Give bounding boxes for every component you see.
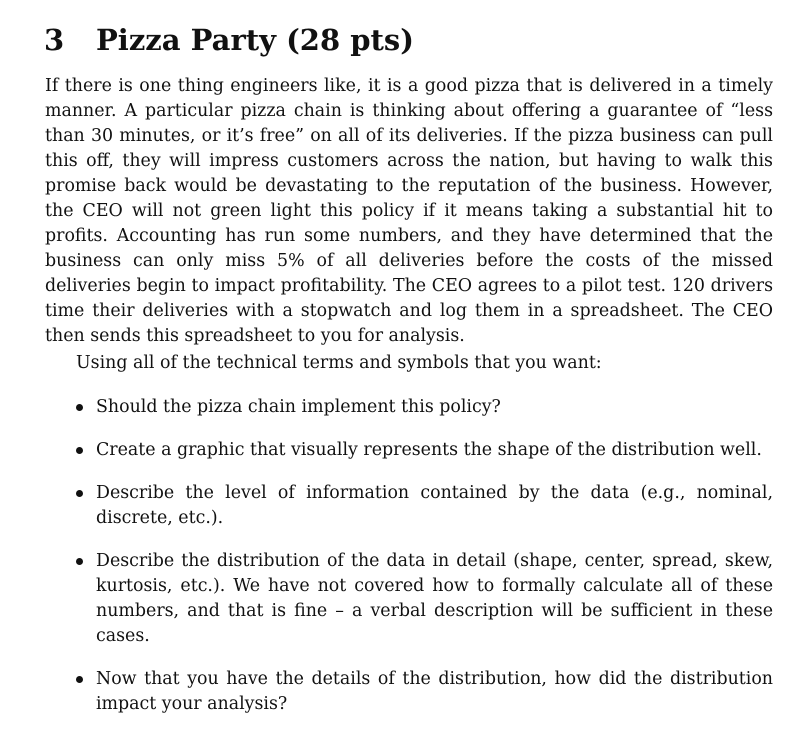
instructions-lead: Using all of the technical terms and symbols that you want: — [76, 353, 602, 373]
question-text: Create a graphic that visually represents the shape of the distribution well. — [96, 440, 762, 460]
list-item — [72, 549, 773, 649]
bullet-icon — [76, 447, 83, 454]
question-text: Describe the level of information contained by the data (e.g., nominal, discrete, etc.). — [96, 483, 773, 528]
list-item — [72, 481, 773, 531]
question-list — [72, 395, 773, 717]
list-item — [72, 395, 773, 420]
section-title: Pizza Party (28 pts) — [96, 23, 414, 57]
bullet-icon — [76, 676, 83, 683]
question-text: Should the pizza chain implement this policy? — [96, 397, 501, 417]
list-item — [72, 438, 773, 463]
bullet-icon — [76, 404, 83, 411]
question-text: Describe the distribution of the data in detail (shape, center, spread, skew, kurtosis, etc.). We have not covered how to formally calculate all of these numbers, and that is fine – a verbal description will be sufficient in these cases. — [96, 551, 773, 646]
question-text: Now that you have the details of the distribution, how did the distribution impact your analysis? — [96, 669, 773, 714]
section-number: 3 — [44, 23, 65, 57]
bullet-icon — [76, 558, 83, 565]
bullet-icon — [76, 490, 83, 497]
section-heading — [44, 18, 414, 62]
problem-paragraph: If there is one thing engineers like, it is a good pizza that is delivered in a timely manner. A particular pizza chain is thinking about offering a guarantee of “less than 30 minutes, or it’s free” on all of its deliveries. If the pizza business can pull this off, they will impress customers across the nation, but having to walk this promise back would be devastating to the reputation of the business. However, the CEO will not green light this policy if it means taking a substantial hit to profits. Accounting has run some numbers, and they have determined that the business can only miss 5% of all deliveries before the costs of the missed deliveries begin to impact profitability. The CEO agrees to a pilot test. 120 drivers time their deliveries with a stopwatch and log them in a spreadsheet. The CEO then sends this spreadsheet to you for analysis. — [45, 76, 773, 346]
list-item — [72, 667, 773, 717]
